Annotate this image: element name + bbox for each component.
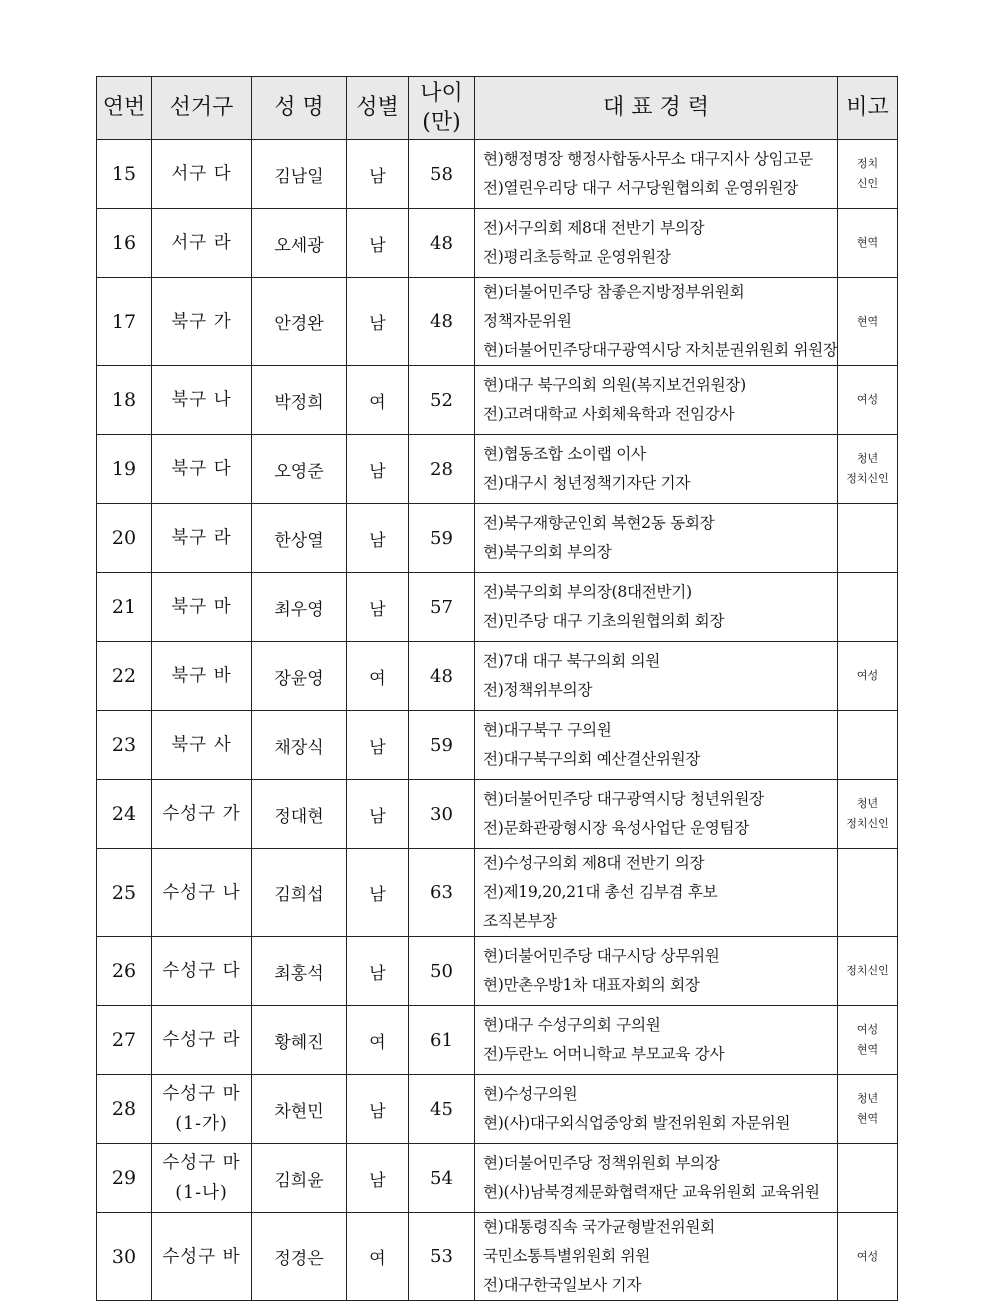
- table-row: [97, 209, 898, 278]
- cell-gender: 여: [347, 1213, 409, 1301]
- cell-name: 채장식: [252, 711, 347, 780]
- cell-note-line: 정치신인: [846, 817, 889, 830]
- table-body: [97, 140, 898, 1301]
- cell-career-line: 현)(사)남북경제문화협력재단 교육위원회 교육위원: [483, 1183, 820, 1201]
- cell-career-line: 전)북구의회 부의장(8대전반기): [483, 583, 692, 601]
- cell-career-line: 전)북구재향군인회 복현2동 동회장: [483, 514, 715, 532]
- cell-district-line: 북구 마: [171, 597, 232, 617]
- cell-career-line: 전)대구한국일보사 기자: [483, 1276, 642, 1294]
- cell-name: 김희윤: [252, 1144, 347, 1213]
- cell-career-line: 현)대구북구 구의원: [483, 721, 612, 739]
- cell-district-line: 북구 나: [171, 390, 232, 410]
- cell-district: [152, 366, 252, 435]
- table-row: [97, 435, 898, 504]
- cell-age: 28: [409, 435, 475, 504]
- cell-district-line: 수성구 다: [162, 961, 241, 981]
- cell-note: [838, 278, 898, 366]
- cell-career-line: 전)대구북구의회 예산결산위원장: [483, 750, 701, 768]
- cell-career: [475, 504, 838, 573]
- cell-career: [475, 140, 838, 209]
- cell-gender: 남: [347, 504, 409, 573]
- cell-name: 차현민: [252, 1075, 347, 1144]
- cell-name: 최우영: [252, 573, 347, 642]
- cell-age: 63: [409, 849, 475, 937]
- cell-no: 22: [97, 642, 152, 711]
- cell-career-line: 현)대구 수성구의회 구의원: [483, 1016, 661, 1034]
- cell-career-line: 전)고려대학교 사회체육학과 전임강사: [483, 405, 735, 423]
- cell-no: 16: [97, 209, 152, 278]
- cell-career: [475, 1144, 838, 1213]
- cell-career: [475, 849, 838, 937]
- cell-district-line: 서구 다: [171, 164, 232, 184]
- cell-career: [475, 366, 838, 435]
- cell-age: 30: [409, 780, 475, 849]
- table-row: [97, 711, 898, 780]
- header-district: 선거구: [152, 77, 252, 140]
- cell-age: 48: [409, 278, 475, 366]
- cell-district-line: 북구 다: [171, 459, 232, 479]
- cell-district-line: 북구 라: [171, 528, 232, 548]
- cell-career: [475, 1213, 838, 1301]
- cell-district: [152, 1144, 252, 1213]
- table-row: [97, 504, 898, 573]
- cell-career-line: 현)북구의회 부의장: [483, 543, 612, 561]
- cell-name: 박정희: [252, 366, 347, 435]
- cell-gender: 남: [347, 209, 409, 278]
- cell-age: 45: [409, 1075, 475, 1144]
- cell-career-line: 현)만촌우방1차 대표자회의 회장: [483, 976, 700, 994]
- cell-note-line: 청년: [856, 452, 879, 465]
- table-row: [97, 1006, 898, 1075]
- cell-note-line: 여성: [856, 1249, 879, 1263]
- cell-gender: 여: [347, 366, 409, 435]
- cell-name: 한상열: [252, 504, 347, 573]
- cell-career-line: 현)더불어민주당대구광역시당 자치분권위원회 위원장: [483, 341, 838, 359]
- cell-district: [152, 573, 252, 642]
- cell-no: 19: [97, 435, 152, 504]
- cell-district: [152, 278, 252, 366]
- cell-note: [838, 937, 898, 1006]
- cell-career-line: 전)두란노 어머니학교 부모교육 강사: [483, 1045, 725, 1063]
- cell-career-line: 전)정책위부의장: [483, 681, 593, 699]
- cell-no: 26: [97, 937, 152, 1006]
- cell-career-line: 전)대구시 청년정책기자단 기자: [483, 474, 691, 492]
- cell-name: 정대현: [252, 780, 347, 849]
- cell-district-line: 수성구 마: [162, 1153, 241, 1173]
- cell-name: 장윤영: [252, 642, 347, 711]
- table-row: [97, 642, 898, 711]
- cell-district-line: (1-나): [175, 1183, 228, 1203]
- cell-career-line: 전)문화관광형시장 육성사업단 운영팀장: [483, 819, 750, 837]
- cell-note-line: 여성: [856, 669, 879, 682]
- cell-career: [475, 1075, 838, 1144]
- table-row: [97, 278, 898, 366]
- cell-career-line: 현)대통령직속 국가균형발전위원회: [483, 1218, 715, 1236]
- cell-gender: 남: [347, 1075, 409, 1144]
- cell-career: [475, 278, 838, 366]
- cell-career-line: 전)민주당 대구 기초의원협의회 회장: [483, 612, 725, 630]
- cell-age: 50: [409, 937, 475, 1006]
- cell-career: [475, 711, 838, 780]
- cell-career: [475, 573, 838, 642]
- cell-note-line: 정치신인: [846, 964, 889, 977]
- cell-gender: 남: [347, 435, 409, 504]
- cell-age: 61: [409, 1006, 475, 1075]
- cell-no: 27: [97, 1006, 152, 1075]
- cell-note: [838, 140, 898, 209]
- cell-career-line: 전)평리초등학교 운영위원장: [483, 248, 671, 266]
- cell-gender: 남: [347, 140, 409, 209]
- cell-no: 21: [97, 573, 152, 642]
- cell-district: [152, 1006, 252, 1075]
- cell-district-line: 북구 바: [171, 666, 232, 686]
- cell-career-line: 현)수성구의원: [483, 1085, 578, 1103]
- cell-note: [838, 642, 898, 711]
- cell-note: [838, 711, 898, 780]
- cell-district-line: 수성구 라: [162, 1030, 241, 1050]
- cell-district-line: 수성구 마: [162, 1084, 241, 1104]
- cell-note: [838, 1075, 898, 1144]
- cell-note-line: 정치: [856, 157, 879, 170]
- cell-career-line: 현)대구 북구의회 의원(복지보건위원장): [483, 376, 746, 394]
- cell-no: 25: [97, 849, 152, 937]
- cell-age: 48: [409, 209, 475, 278]
- cell-note: [838, 1144, 898, 1213]
- cell-note: [838, 849, 898, 937]
- cell-district: [152, 209, 252, 278]
- header-note: 비고: [838, 77, 898, 140]
- cell-career-line: 전)서구의회 제8대 전반기 부의장: [483, 219, 705, 237]
- cell-note-line: 청년: [856, 1092, 879, 1105]
- cell-gender: 남: [347, 278, 409, 366]
- cell-district-line: 수성구 바: [162, 1246, 241, 1267]
- table-row: [97, 849, 898, 937]
- cell-no: 20: [97, 504, 152, 573]
- cell-note-line: 현역: [856, 314, 879, 328]
- cell-note: [838, 780, 898, 849]
- table-row: [97, 1144, 898, 1213]
- cell-note: [838, 366, 898, 435]
- header-career: 대 표 경 력: [475, 77, 838, 140]
- cell-gender: 남: [347, 573, 409, 642]
- cell-career-line: 현)더불어민주당 정책위원회 부의장: [483, 1154, 720, 1172]
- cell-career-line: 정책자문위원: [483, 312, 572, 330]
- cell-gender: 남: [347, 849, 409, 937]
- cell-note: [838, 573, 898, 642]
- cell-note-line: 현역: [856, 1043, 879, 1056]
- table-row: [97, 573, 898, 642]
- cell-note: [838, 209, 898, 278]
- cell-note: [838, 1213, 898, 1301]
- cell-note: [838, 1006, 898, 1075]
- cell-gender: 남: [347, 1144, 409, 1213]
- header-no: 연번: [97, 77, 152, 140]
- cell-district-line: 북구 가: [171, 311, 232, 332]
- cell-no: 24: [97, 780, 152, 849]
- cell-district: [152, 435, 252, 504]
- cell-gender: 남: [347, 937, 409, 1006]
- cell-note-line: 청년: [856, 797, 879, 810]
- cell-career: [475, 435, 838, 504]
- cell-name: 오영준: [252, 435, 347, 504]
- cell-career-line: 현)행정명장 행정사합동사무소 대구지사 상임고문: [483, 150, 813, 168]
- cell-no: 28: [97, 1075, 152, 1144]
- header-age: 나이 (만): [409, 77, 475, 140]
- cell-name: 최홍석: [252, 937, 347, 1006]
- cell-name: 오세광: [252, 209, 347, 278]
- cell-career: [475, 937, 838, 1006]
- header-name: 성 명: [252, 77, 347, 140]
- cell-district: [152, 849, 252, 937]
- cell-note-line: 여성: [856, 1023, 879, 1036]
- cell-career-line: 전)7대 대구 북구의회 의원: [483, 652, 661, 670]
- cell-career: [475, 642, 838, 711]
- table-row: [97, 366, 898, 435]
- cell-no: 17: [97, 278, 152, 366]
- cell-district: [152, 1213, 252, 1301]
- cell-career-line: 전)제19,20,21대 총선 김부겸 후보: [483, 883, 718, 901]
- cell-district: [152, 780, 252, 849]
- cell-age: 54: [409, 1144, 475, 1213]
- cell-note-line: 정치신인: [846, 472, 889, 485]
- table-row: [97, 140, 898, 209]
- cell-gender: 남: [347, 780, 409, 849]
- cell-gender: 남: [347, 711, 409, 780]
- cell-career-line: 현)협동조합 소이랩 이사: [483, 445, 646, 463]
- cell-district: [152, 711, 252, 780]
- cell-gender: 여: [347, 1006, 409, 1075]
- cell-district-line: 북구 사: [171, 735, 232, 755]
- cell-note-line: 여성: [856, 393, 879, 406]
- cell-no: 15: [97, 140, 152, 209]
- cell-district: [152, 1075, 252, 1144]
- cell-no: 30: [97, 1213, 152, 1301]
- cell-age: 59: [409, 711, 475, 780]
- cell-note: [838, 504, 898, 573]
- table-row: [97, 1213, 898, 1301]
- cell-career: [475, 780, 838, 849]
- cell-career-line: 국민소통특별위원회 위원: [483, 1247, 651, 1265]
- cell-district-line: 수성구 나: [162, 882, 241, 903]
- cell-note: [838, 435, 898, 504]
- cell-career-line: 현)(사)대구외식업중앙회 발전위원회 자문위원: [483, 1114, 791, 1132]
- table-row: [97, 937, 898, 1006]
- cell-district-line: (1-가): [175, 1114, 228, 1134]
- cell-career-line: 전)열린우리당 대구 서구당원협의회 운영위원장: [483, 179, 799, 197]
- cell-name: 김남일: [252, 140, 347, 209]
- cell-district-line: 서구 라: [171, 233, 232, 253]
- cell-name: 김희섭: [252, 849, 347, 937]
- cell-age: 48: [409, 642, 475, 711]
- cell-name: 안경완: [252, 278, 347, 366]
- cell-career-line: 현)더불어민주당 대구광역시당 청년위원장: [483, 790, 764, 808]
- cell-gender: 여: [347, 642, 409, 711]
- table-row: [97, 1075, 898, 1144]
- cell-age: 52: [409, 366, 475, 435]
- cell-career-line: 조직본부장: [483, 912, 557, 930]
- cell-career: [475, 1006, 838, 1075]
- cell-district: [152, 642, 252, 711]
- cell-no: 29: [97, 1144, 152, 1213]
- cell-note-line: 현역: [856, 1112, 879, 1125]
- cell-career-line: 현)더불어민주당 대구시당 상무위원: [483, 947, 720, 965]
- header-row: [97, 77, 898, 140]
- cell-note-line: 현역: [856, 236, 879, 249]
- cell-age: 59: [409, 504, 475, 573]
- cell-career-line: 현)더불어민주당 참좋은지방정부위원회: [483, 283, 745, 301]
- cell-district: [152, 140, 252, 209]
- cell-district: [152, 504, 252, 573]
- cell-name: 정경은: [252, 1213, 347, 1301]
- cell-district: [152, 937, 252, 1006]
- header-gender: 성별: [347, 77, 409, 140]
- cell-name: 황혜진: [252, 1006, 347, 1075]
- cell-age: 58: [409, 140, 475, 209]
- table-row: [97, 780, 898, 849]
- cell-no: 18: [97, 366, 152, 435]
- cell-career: [475, 209, 838, 278]
- cell-age: 53: [409, 1213, 475, 1301]
- cell-age: 57: [409, 573, 475, 642]
- candidate-table: [96, 76, 898, 1301]
- cell-note-line: 신인: [856, 177, 879, 190]
- cell-career-line: 전)수성구의회 제8대 전반기 의장: [483, 854, 705, 872]
- cell-district-line: 수성구 가: [162, 804, 241, 824]
- cell-no: 23: [97, 711, 152, 780]
